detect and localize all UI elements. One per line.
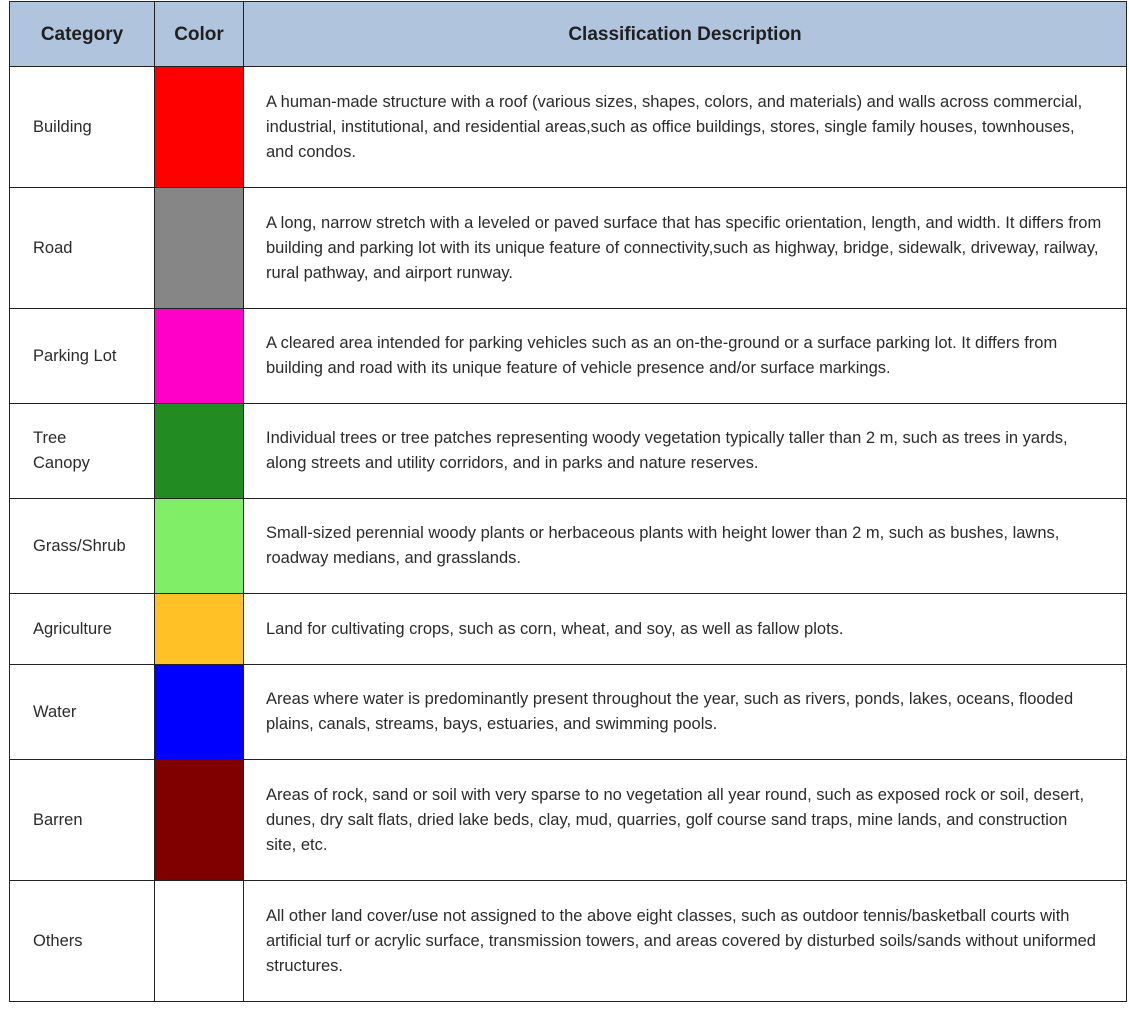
description-cell: Areas of rock, sand or soil with very sparse to no vegetation all year round, such as exposed rock or soil, desert, dunes, dry salt flats, dried lake beds, clay, mud, quarries, golf course sand traps, mine lands, and construction site, etc. bbox=[244, 760, 1127, 881]
table-row bbox=[10, 499, 1127, 594]
category-label: Tree Canopy bbox=[33, 429, 90, 472]
header-color: Color bbox=[155, 2, 244, 67]
description-cell: Areas where water is predominantly present throughout the year, such as rivers, ponds, lakes, oceans, flooded plains, canals, streams, bays, estuaries, and swimming pools. bbox=[244, 665, 1127, 760]
table-body bbox=[10, 67, 1127, 1002]
table-row bbox=[10, 760, 1127, 881]
land-cover-classification-table bbox=[9, 1, 1127, 1002]
color-swatch bbox=[155, 594, 244, 665]
description-cell: Land for cultivating crops, such as corn, wheat, and soy, as well as fallow plots. bbox=[244, 594, 1127, 665]
header-description: Classification Description bbox=[244, 2, 1127, 67]
category-cell: Water bbox=[10, 665, 155, 760]
color-swatch bbox=[155, 67, 244, 188]
table-row bbox=[10, 309, 1127, 404]
color-swatch bbox=[155, 188, 244, 309]
color-swatch bbox=[155, 881, 244, 1002]
table-row bbox=[10, 188, 1127, 309]
description-cell: A human-made structure with a roof (various sizes, shapes, colors, and materials) and walls across commercial, industrial, institutional, and residential areas,such as office buildings, stores, single family houses, townhouses, and condos. bbox=[244, 67, 1127, 188]
category-cell: Agriculture bbox=[10, 594, 155, 665]
table-row bbox=[10, 67, 1127, 188]
description-cell: A cleared area intended for parking vehicles such as an on-the-ground or a surface parking lot. It differs from building and road with its unique feature of vehicle presence and/or surface markings. bbox=[244, 309, 1127, 404]
table-row bbox=[10, 404, 1127, 499]
color-swatch bbox=[155, 404, 244, 499]
table-header bbox=[10, 2, 1127, 67]
category-cell bbox=[10, 404, 155, 499]
color-swatch bbox=[155, 760, 244, 881]
color-swatch bbox=[155, 499, 244, 594]
table-row bbox=[10, 665, 1127, 760]
category-cell: Parking Lot bbox=[10, 309, 155, 404]
table-row bbox=[10, 594, 1127, 665]
category-cell: Barren bbox=[10, 760, 155, 881]
header-row bbox=[10, 2, 1127, 67]
description-cell: Individual trees or tree patches representing woody vegetation typically taller than 2 m, such as trees in yards, along streets and utility corridors, and in parks and nature reserves. bbox=[244, 404, 1127, 499]
category-cell: Road bbox=[10, 188, 155, 309]
description-cell: Small-sized perennial woody plants or herbaceous plants with height lower than 2 m, such as bushes, lawns, roadway medians, and grasslands. bbox=[244, 499, 1127, 594]
header-category: Category bbox=[10, 2, 155, 67]
color-swatch bbox=[155, 665, 244, 760]
category-cell: Grass/Shrub bbox=[10, 499, 155, 594]
color-swatch bbox=[155, 309, 244, 404]
description-cell: All other land cover/use not assigned to the above eight classes, such as outdoor tennis/basketball courts with artificial turf or acrylic surface, transmission towers, and areas covered by disturbed soils/sands without uniformed structures. bbox=[244, 881, 1127, 1002]
table-row bbox=[10, 881, 1127, 1002]
description-cell: A long, narrow stretch with a leveled or paved surface that has specific orientation, length, and width. It differs from building and parking lot with its unique feature of connectivity,such as highway, bridge, sidewalk, driveway, railway, rural pathway, and airport runway. bbox=[244, 188, 1127, 309]
category-cell: Building bbox=[10, 67, 155, 188]
category-cell: Others bbox=[10, 881, 155, 1002]
classification-table-container bbox=[9, 1, 1126, 1002]
